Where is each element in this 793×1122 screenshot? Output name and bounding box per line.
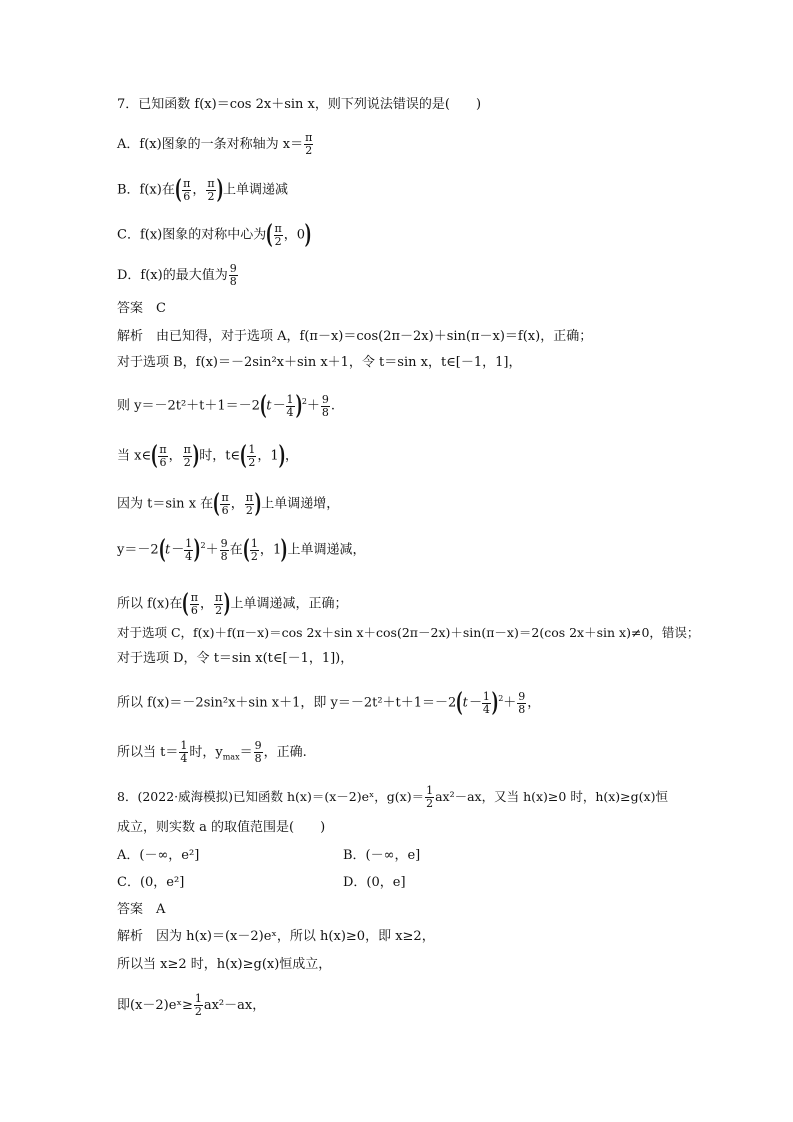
q7-option-c: C．f(x)图象的对称中心为( $\frac{\pi}{2}$ ，0) [117,220,312,250]
q7-solution-line: 对于选项 C，f(x)＋f(π－x)＝cos 2x＋sin x＋cos(2π－2x)＋sin(π－x)＝2(cos 2x＋sin x)≠0，错误； [117,625,700,640]
q8-solution-line: 解析 因为 h(x)＝(x－2)eˣ，所以 h(x)≥0，即 x≥2， [117,929,435,944]
q7-option-d: D．f(x)的最大值为 $\frac{9}{8}$ [117,262,237,288]
q8-answer: 答案 A [117,902,166,917]
q8-solution-line: 即(x－2)eˣ≥ $\frac{1}{2}$ ax²－ax， [117,992,266,1018]
q7-solution-line: 则 y＝－2t²＋t＋1＝－2(t－ $\frac{1}{4}$ )$^2$＋ $\frac{9}{8}$ . [117,391,336,421]
q7-solution-line: 对于选项 B，f(x)＝－2sin²x＋sin x＋1，令 t＝sin x，t∈[－1，1]， [117,355,522,370]
q8-option-c: C．(0，e²] [117,875,185,890]
q7-option-b: B．f(x)在( $\frac{\pi}{6}$ ， $\frac{\pi}{2}$ )上单调递减 [117,175,288,205]
q7-solution-line: 所以 f(x)在( $\frac{\pi}{6}$ ， $\frac{\pi}{2}$ )上单调递减，正确； [117,589,348,619]
q7-stem: 7．已知函数 f(x)＝cos 2x＋sin x，则下列说法错误的是( ) [117,97,482,112]
q7-solution-line: 所以当 t＝ $\frac{1}{4}$ 时，$y_{max}=$ $\frac{9}{8}$ ，正确. [117,739,307,765]
fraction: $\frac{\pi}{2}$ [305,131,313,157]
q7-solution-line: 解析 由已知得，对于选项 A，f(π－x)＝cos(2π－2x)＋sin(π－x)＝f(x)，正确； [117,329,593,344]
q7-solution-line: 对于选项 D，令 t＝sin x(t∈[－1，1])， [117,651,354,666]
q7-solution-line: y＝－2(t－ $\frac{1}{4}$ )$^2$＋ $\frac{9}{8}$ 在( $\frac{1}{2}$ ，1)上单调递减， [117,535,366,565]
q8-option-b: B．(－∞，e] [343,848,421,863]
q8-option-d: D．(0，e] [343,875,406,890]
q7-solution-line: 所以 f(x)＝－2sin²x＋sin x＋1，即 y＝－2t²＋t＋1＝－2(t－ $\frac{1}{4}$ )$^2$＋ $\frac{9}{8}$ ， [117,688,541,718]
q7-solution-line: 因为 t＝sin x 在( $\frac{\pi}{6}$ ， $\frac{\pi}{2}$ )上单调递增， [117,489,340,519]
q8-solution-line: 所以当 x≥2 时，h(x)≥g(x)恒成立， [117,957,332,972]
q8-option-a: A．(－∞，e²] [117,848,200,863]
q7-answer: 答案 C [117,301,166,316]
q8-stem: 成立，则实数 a 的取值范围是( ) [117,820,326,835]
q7-solution-line: 当 x∈( $\frac{\pi}{6}$ ， $\frac{\pi}{2}$ )时，t∈( $\frac{1}{2}$ ，1)， [117,441,298,471]
q8-stem: 8．(2022·威海模拟)已知函数 h(x)＝(x－2)eˣ，g(x)＝ $\frac{1}{2}$ ax²－ax，又当 h(x)≥0 时，h(x)≥g(x)恒 [117,784,668,810]
q7-option-a: A．f(x)图象的一条对称轴为 x＝ $\frac{\pi}{2}$ [117,131,313,157]
